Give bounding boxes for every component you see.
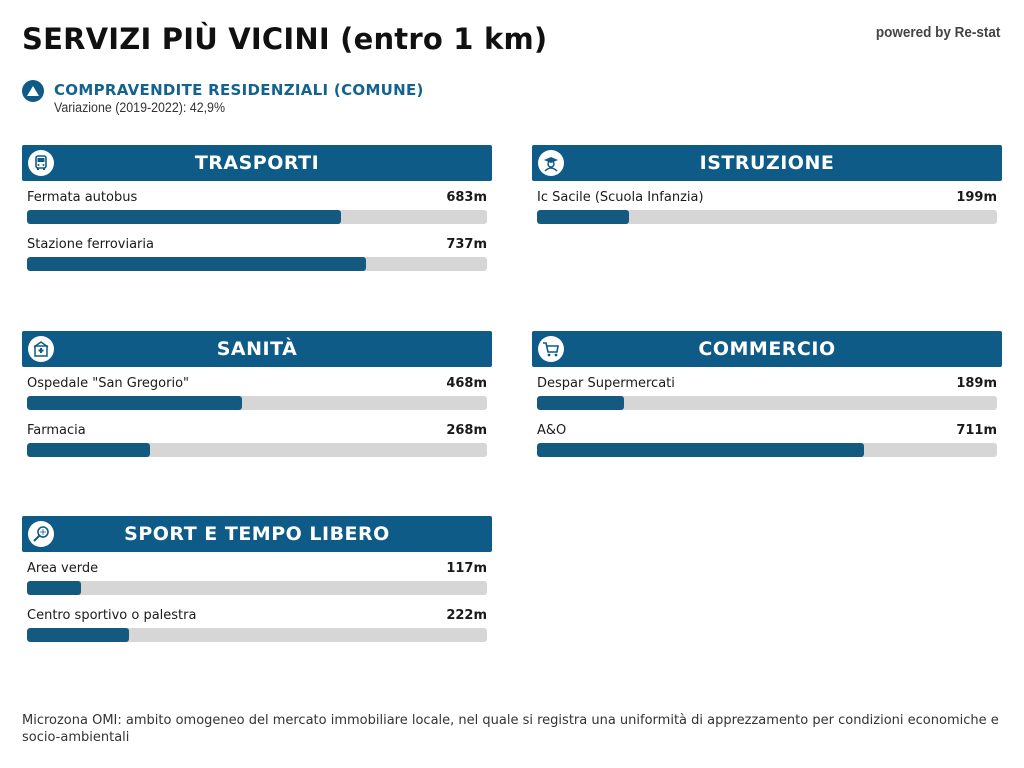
page-title: SERVIZI PIÙ VICINI (entro 1 km) (22, 22, 548, 56)
bar-fill (27, 443, 150, 457)
bar-track (27, 396, 487, 410)
section-title: TRASPORTI (194, 152, 320, 174)
section-title: SANITÀ (216, 338, 298, 360)
section-header (22, 145, 492, 181)
bar-value: 189m (956, 376, 997, 391)
bar-track (537, 396, 997, 410)
shopping-cart-icon (538, 336, 564, 362)
bar-value: 222m (446, 608, 487, 623)
bar-fill (537, 210, 629, 224)
bar-fill (27, 257, 366, 271)
bar-label: Stazione ferroviaria (27, 237, 154, 252)
bar-label: Centro sportivo o palestra (27, 608, 197, 623)
bar-row (532, 367, 1002, 414)
bar-fill (27, 210, 341, 224)
bar-value: 199m (956, 190, 997, 205)
bar-fill (27, 628, 129, 642)
bar-track (27, 257, 487, 271)
subheader-title: COMPRAVENDITE RESIDENZIALI (COMUNE) (54, 81, 424, 99)
bar-row (22, 599, 492, 646)
student-icon (538, 150, 564, 176)
bar-track (27, 210, 487, 224)
bar-label: Fermata autobus (27, 190, 138, 205)
section-trasporti (22, 145, 492, 275)
bar-row (22, 181, 492, 228)
powered-by-logo: powered by Re-stat (875, 24, 1000, 41)
bar-row (22, 552, 492, 599)
bar-fill (537, 443, 864, 457)
section-title: COMMERCIO (698, 338, 836, 360)
section-istruzione (532, 145, 1002, 228)
bar-row (22, 414, 492, 461)
bar-label: Area verde (27, 561, 99, 576)
bar-row (532, 181, 1002, 228)
bar-label: Ic Sacile (Scuola Infanzia) (537, 190, 704, 205)
bar-fill (537, 396, 624, 410)
bar-value: 737m (446, 237, 487, 252)
triangle-icon (22, 80, 44, 102)
subheader-change: Variazione (2019-2022): 42,9% (54, 100, 226, 115)
bar-value: 268m (446, 423, 487, 438)
bar-track (537, 210, 997, 224)
bar-row (22, 228, 492, 275)
bar-track (27, 581, 487, 595)
bar-row (22, 367, 492, 414)
tennis-racket-icon (28, 521, 54, 547)
hospital-icon (28, 336, 54, 362)
bar-value: 683m (446, 190, 487, 205)
bar-row (532, 414, 1002, 461)
section-title: ISTRUZIONE (699, 152, 835, 174)
section-header (22, 331, 492, 367)
bar-fill (27, 581, 81, 595)
bar-label: Ospedale "San Gregorio" (27, 376, 190, 391)
section-commercio (532, 331, 1002, 461)
bar-label: Farmacia (27, 423, 86, 438)
section-title: SPORT E TEMPO LIBERO (124, 523, 390, 545)
section-header (22, 516, 492, 552)
section-header (532, 145, 1002, 181)
bar-label: Despar Supermercati (537, 376, 675, 391)
bar-fill (27, 396, 242, 410)
bar-label: A&O (537, 423, 567, 438)
section-header (532, 331, 1002, 367)
bar-value: 711m (956, 423, 997, 438)
bar-value: 468m (446, 376, 487, 391)
bus-icon (28, 150, 54, 176)
bar-value: 117m (446, 561, 487, 576)
footnote: Microzona OMI: ambito omogeneo del mercato immobiliare locale, nel quale si registra una uniformità di apprezzamento per condizioni economiche e socio-ambientali (22, 713, 999, 745)
section-sport (22, 516, 492, 646)
section-sanita (22, 331, 492, 461)
bar-track (27, 443, 487, 457)
bar-track (537, 443, 997, 457)
bar-track (27, 628, 487, 642)
